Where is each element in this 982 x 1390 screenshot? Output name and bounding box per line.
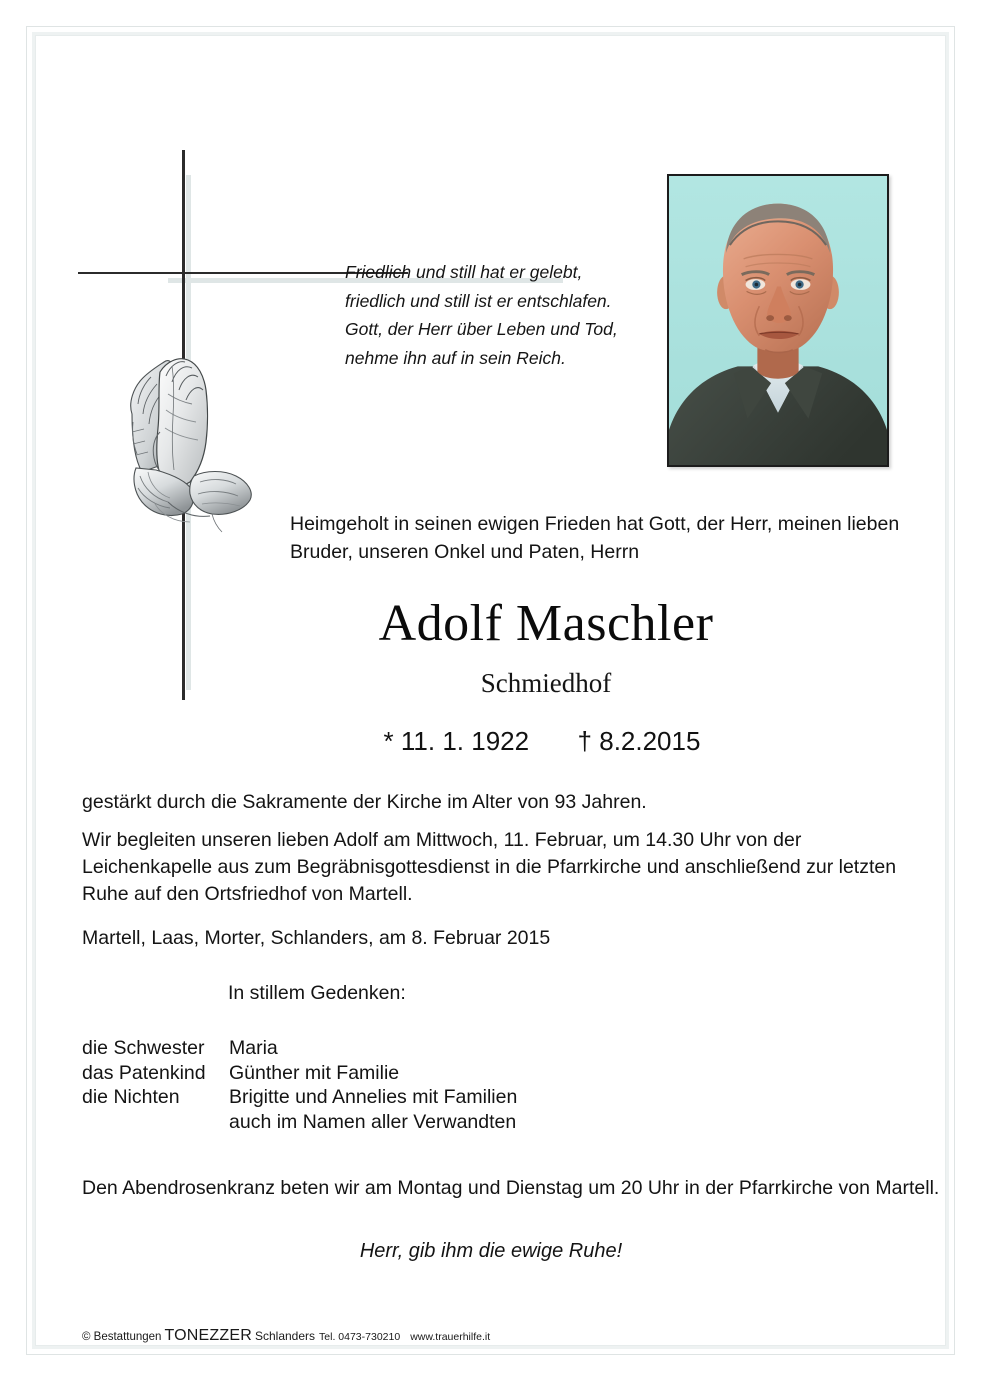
deceased-house-name: Schmiedhof	[480, 668, 612, 698]
rosary-note: Den Abendrosenkranz beten wir am Montag und Dienstag um 20 Uhr in der Pfarrkirche von Martell.	[82, 1177, 940, 1199]
family-row	[82, 1085, 517, 1110]
footer-brand: TONEZZER	[164, 1327, 252, 1344]
family-extra-line: auch im Namen aller Verwandten	[229, 1110, 517, 1133]
family-relation: die Nichten	[82, 1086, 180, 1108]
family-row	[82, 1036, 517, 1061]
verse-line-2: friedlich und still ist er entschlafen.	[345, 290, 612, 311]
verse-line-1: Friedlich und still hat er gelebt,	[345, 262, 583, 282]
paragraph-spacer	[82, 816, 934, 827]
family-relation: das Patenkind	[82, 1061, 206, 1084]
family-list	[82, 1036, 517, 1134]
family-names: Günther mit Familie	[229, 1061, 400, 1084]
praying-hands-icon	[108, 336, 273, 536]
life-dates	[0, 726, 982, 757]
sacraments-paragraph: gestärkt durch die Sakramente der Kirche im Alter von 93 Jahren.	[82, 791, 647, 813]
intro-text: Heimgeholt in seinen ewigen Frieden hat Gott, der Herr, meinen lieben Bruder, unseren Onkel und Paten, Herrn	[290, 513, 900, 563]
footer-city: Schlanders	[254, 1329, 316, 1343]
verse-line-4: nehme ihn auf in sein Reich.	[345, 347, 566, 368]
memorial-verse	[345, 258, 675, 372]
footer-credit	[82, 1327, 490, 1345]
closing-prayer: Herr, gib ihm die ewige Ruhe!	[359, 1240, 623, 1262]
deceased-name: Adolf Maschler	[378, 595, 714, 652]
ceremony-paragraph: Wir begleiten unseren lieben Adolf am Mittwoch, 11. Februar, um 14.30 Uhr von der Leichenkapelle aus zum Begräbnisgottesdienst in die Pfarrkirche und anschließend zur letzten Ruhe auf den Ortsfriedhof von Martell.	[82, 829, 897, 905]
remembrance-heading: In stillem Gedenken:	[228, 982, 406, 1004]
portrait-photo	[667, 174, 889, 467]
verse-line-3: Gott, der Herr über Leben und Tod,	[345, 319, 618, 339]
funeral-details	[82, 789, 934, 908]
footer-copyright: © Bestattungen	[82, 1331, 162, 1343]
family-row	[82, 1061, 517, 1086]
family-names: Maria	[229, 1037, 278, 1059]
places-and-date: Martell, Laas, Morter, Schlanders, am 8. Februar 2015	[82, 927, 551, 949]
death-date: † 8.2.2015	[577, 726, 701, 756]
family-relation: die Schwester	[82, 1037, 205, 1059]
footer-telephone: Tel. 0473-730210	[319, 1331, 401, 1343]
footer-website: www.trauerhilfe.it	[410, 1331, 491, 1343]
birth-date: * 11. 1. 1922	[383, 726, 530, 756]
family-names: Brigitte und Annelies mit Familien	[229, 1086, 518, 1108]
